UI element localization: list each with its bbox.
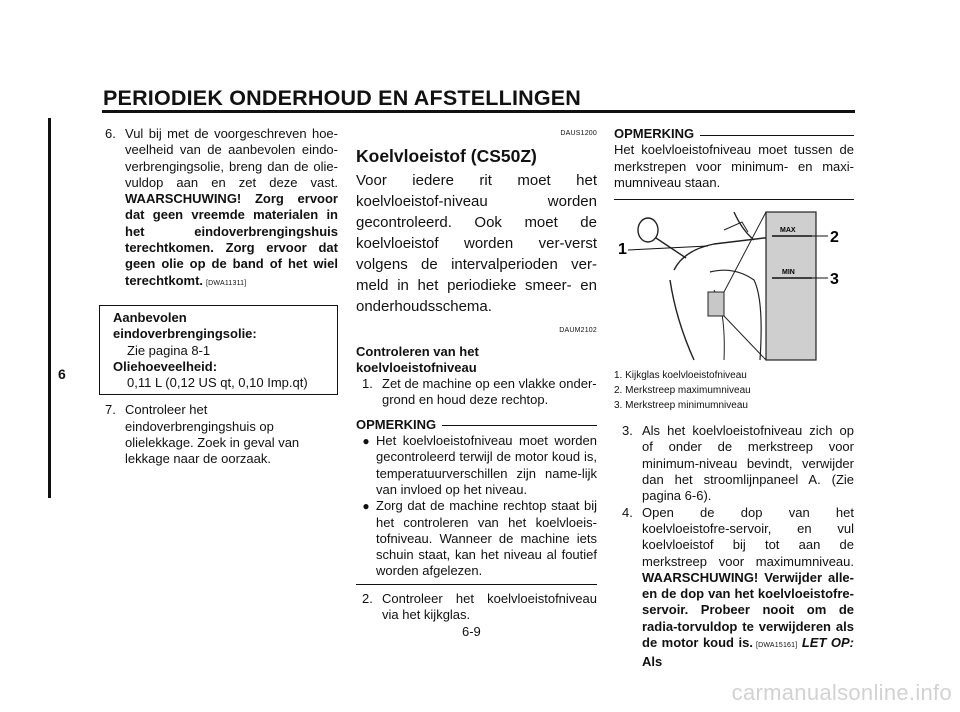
- note-title: OPMERKING: [356, 416, 437, 432]
- callout-1: 1: [618, 241, 627, 259]
- sight-glass-detail: [766, 212, 816, 360]
- step-text: Controleer het eindoverbrengingshuis op olielekkage. Zoek in geval van lekkage naar de oorzaak.: [125, 402, 300, 467]
- warning-text: WAARSCHUWING! Zorg ervoor dat geen vreemde materialen in het eindoverbrengingshuis terechtkomen. Zorg ervoor dat geen olie op de band of het wiel terechtkomt.: [125, 191, 338, 288]
- note-end-rule: [614, 199, 854, 200]
- caption-1: 1. Kijkglas koelvloeistofniveau: [614, 370, 747, 382]
- step-number: 7.: [105, 402, 116, 418]
- sight-glass-shape: [708, 292, 724, 316]
- spec-label-quantity: Oliehoeveelheid:: [113, 358, 218, 374]
- page-header-title: PERIODIEK ONDERHOUD EN AFSTELLINGEN: [103, 86, 582, 110]
- note-rule: [700, 135, 854, 136]
- note-end-rule: [356, 584, 597, 585]
- note-rule: [442, 425, 597, 426]
- spec-box: [99, 305, 338, 395]
- step-number: 3.: [622, 423, 633, 439]
- subsection-code: DAUM2102: [559, 327, 597, 335]
- step-3: [614, 423, 854, 504]
- header-rule: [102, 110, 855, 113]
- reference-code: [DWA15161]: [755, 642, 798, 650]
- chapter-number: 6: [58, 366, 66, 382]
- section-code: DAUS1200: [560, 130, 597, 137]
- step-body: [642, 505, 854, 671]
- step-text: Zet de machine op een vlakke onder-grond en houd deze rechtop.: [382, 376, 597, 408]
- coolant-level-figure: [614, 210, 854, 362]
- warning-text: WAARSCHUWING! Verwijder alle-en de dop van het koelvloeistofre-servoir. Probeer nooit om de radia-torvuldop te verwijderen als de motor koud is.: [642, 569, 854, 651]
- caution-label: LET OP:: [801, 635, 854, 651]
- step-7: [105, 402, 338, 467]
- step-number: 1.: [362, 376, 373, 392]
- step-text: Als het koelvloeistofniveau zich op of onder de merkstreep voor minimum-niveau bevindt, verwijder dan het stroomlijnpaneel A. (Zie pagina 6-6).: [642, 423, 854, 504]
- step-6: [105, 126, 338, 292]
- reference-code: [DWA11311]: [206, 279, 247, 287]
- column-right: [614, 126, 854, 671]
- min-label: MIN: [782, 269, 795, 277]
- caption-3: 3. Merkstreep minimumniveau: [614, 400, 748, 412]
- note-title: OPMERKING: [614, 126, 695, 141]
- watermark: carmanualsonline.info: [731, 680, 952, 705]
- column-middle: [356, 126, 597, 623]
- bullet-icon: ●: [362, 499, 370, 514]
- step-1: [356, 376, 597, 409]
- subsection-title: Controleren van het koelvloeistofniveau: [356, 343, 479, 375]
- step-text: Controleer het koelvloeistofniveau via het kijkglas.: [382, 590, 597, 623]
- mirror-shape: [638, 218, 658, 242]
- note-heading: [356, 417, 597, 433]
- step-text: Vul bij met de voorgeschreven hoe-veelheid van de aanbevolen eindo-verbrengingsolie, breng dan de olie-vuldop aan en zet deze vast.: [125, 126, 338, 190]
- bullet-icon: ●: [362, 434, 370, 449]
- step-text: Open de dop van het koelvloeistofre-servoir, en vul koelvloeistof bij tot aan de merkstreep voor maximumniveau.: [642, 504, 854, 569]
- step-number: 4.: [622, 504, 633, 520]
- callout-3: 3: [830, 271, 839, 289]
- note-bullet: [356, 498, 597, 579]
- max-label: MAX: [780, 227, 796, 235]
- scooter-illustration: [614, 210, 854, 362]
- step-number: 2.: [362, 590, 373, 606]
- caption-2: 2. Merkstreep maximumniveau: [614, 385, 751, 397]
- section-lead: Voor iedere rit moet het koelvloeistof-niveau worden gecontroleerd. Ook moet de koelvloeistof worden ver-verst volgens de intervalperioden ver-meld in het periodieke smeer- en onderhoudsschema.: [356, 172, 597, 316]
- note-text: Het koelvloeistofniveau moet tussen de merkstrepen voor minimum- en maxi-mumniveau staan.: [614, 142, 854, 190]
- bullet-text: Het koelvloeistofniveau moet worden gecontroleerd terwijl de motor koud is, temperatuurverschillen zijn name-lijk van invloed op het niveau.: [376, 433, 597, 497]
- step-2: [356, 591, 597, 624]
- callout-2: 2: [830, 229, 839, 247]
- spec-value-oil: Zie pagina 8-1: [127, 342, 211, 358]
- bullet-text: Zorg dat de machine rechtop staat bij het controleren van het koelvloeis-tofniveau. Wanneer de machine iets schuin staat, kan het niveau al foutief worden afgelezen.: [376, 498, 597, 579]
- caution-text: Als: [642, 654, 663, 670]
- step-body: [125, 126, 338, 292]
- section-title: Koelvloeistof (CS50Z): [356, 146, 537, 167]
- step-4: [614, 505, 854, 671]
- chapter-marker-bar: [48, 118, 51, 498]
- spec-label-oil: Aanbevolen eindoverbrengingsolie:: [113, 309, 257, 342]
- figure-captions: [614, 368, 854, 413]
- step-number: 6.: [105, 126, 116, 141]
- page-number: 6-9: [462, 624, 481, 639]
- note-heading: [614, 126, 854, 142]
- spec-value-quantity: 0,11 L (0,12 US qt, 0,10 Imp.qt): [127, 375, 308, 391]
- column-left: [105, 126, 338, 468]
- note-bullet: [356, 433, 597, 498]
